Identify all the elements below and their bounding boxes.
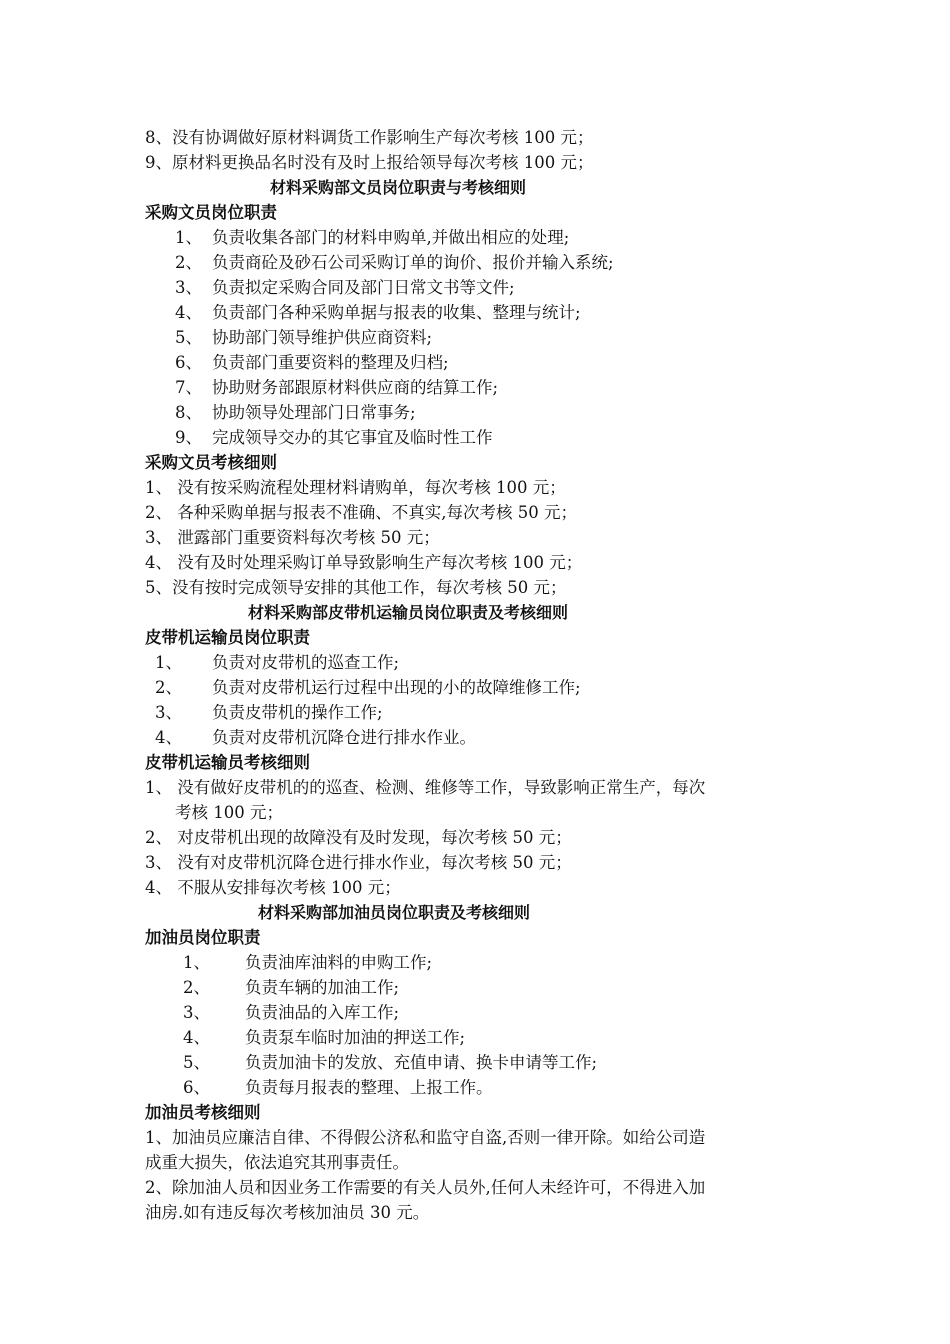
section-heading: 采购文员考核细则 [145, 453, 277, 472]
list-item: 4、 没有及时处理采购订单导致影响生产每次考核 100 元； [145, 553, 583, 572]
list-item: 1、 负责收集各部门的材料申购单,并做出相应的处理; [175, 228, 570, 247]
list-item: 4、 负责泵车临时加油的押送工作; [183, 1028, 466, 1047]
list-item: 2、 负责商砼及砂石公司采购订单的询价、报价并输入系统; [175, 253, 614, 272]
list-item: 4、 不服从安排每次考核 100 元； [145, 878, 401, 897]
list-item: 2、 对皮带机出现的故障没有及时发现，每次考核 50 元； [145, 828, 572, 847]
list-item: 4、 负责对皮带机沉降仓进行排水作业。 [155, 728, 476, 747]
list-item: 2、 各种采购单据与报表不准确、不真实,每次考核 50 元； [145, 503, 577, 522]
section-title: 材料采购部加油员岗位职责及考核细则 [258, 903, 531, 922]
list-item: 6、 负责每月报表的整理、上报工作。 [183, 1078, 493, 1097]
list-item: 3、 没有对皮带机沉降仓进行排水作业，每次考核 50 元； [145, 853, 572, 872]
section-title: 材料采购部文员岗位职责与考核细则 [270, 178, 527, 197]
list-item: 1、 没有做好皮带机的的巡查、检测、维修等工作，导致影响正常生产，每次 [145, 778, 706, 797]
list-item: 1、 负责油库油料的申购工作; [183, 953, 433, 972]
list-item: 6、 负责部门重要资料的整理及归档; [175, 353, 449, 372]
list-item: 1、 没有按采购流程处理材料请购单，每次考核 100 元； [145, 478, 566, 497]
list-item: 4、 负责部门各种采购单据与报表的收集、整理与统计; [175, 303, 581, 322]
section-heading: 加油员岗位职责 [145, 928, 261, 947]
list-item: 1、 负责对皮带机的巡查工作; [155, 653, 400, 672]
list-item: 9、原材料更换品名时没有及时上报给领导每次考核 100 元； [145, 153, 594, 172]
list-item: 2、 负责车辆的加油工作; [183, 978, 400, 997]
list-item-continuation: 成重大损失，依法追究其刑事责任。 [145, 1153, 409, 1172]
list-item: 3、 负责皮带机的操作工作; [155, 703, 383, 722]
list-item: 3、 负责拟定采购合同及部门日常文书等文件; [175, 278, 515, 297]
list-item: 5、 协助部门领导维护供应商资料; [175, 328, 433, 347]
list-item: 8、没有协调做好原材料调货工作影响生产每次考核 100 元； [145, 128, 594, 147]
list-item: 3、 泄露部门重要资料每次考核 50 元； [145, 528, 440, 547]
list-item-continuation: 油房.如有违反每次考核加油员 30 元。 [145, 1203, 430, 1222]
section-heading: 皮带机运输员考核细则 [145, 753, 310, 772]
list-item: 3、 负责油品的入库工作; [183, 1003, 400, 1022]
section-heading: 采购文员岗位职责 [145, 203, 277, 222]
list-item-continuation: 考核 100 元； [175, 803, 283, 822]
section-heading: 加油员考核细则 [145, 1103, 261, 1122]
list-item: 9、 完成领导交办的其它事宜及临时性工作 [175, 428, 493, 447]
list-item: 7、 协助财务部跟原材料供应商的结算工作; [175, 378, 499, 397]
list-item: 2、除加油人员和因业务工作需要的有关人员外,任何人未经许可，不得进入加 [145, 1178, 706, 1197]
section-title: 材料采购部皮带机运输员岗位职责及考核细则 [248, 603, 569, 622]
list-item: 5、没有按时完成领导安排的其他工作，每次考核 50 元； [145, 578, 567, 597]
list-item: 1、加油员应廉洁自律、不得假公济私和监守自盗,否则一律开除。如给公司造 [145, 1128, 706, 1147]
list-item: 5、 负责加油卡的发放、充值申请、换卡申请等工作; [183, 1053, 598, 1072]
section-heading: 皮带机运输员岗位职责 [145, 628, 310, 647]
list-item: 2、 负责对皮带机运行过程中出现的小的故障维修工作; [155, 678, 581, 697]
list-item: 8、 协助领导处理部门日常事务; [175, 403, 416, 422]
